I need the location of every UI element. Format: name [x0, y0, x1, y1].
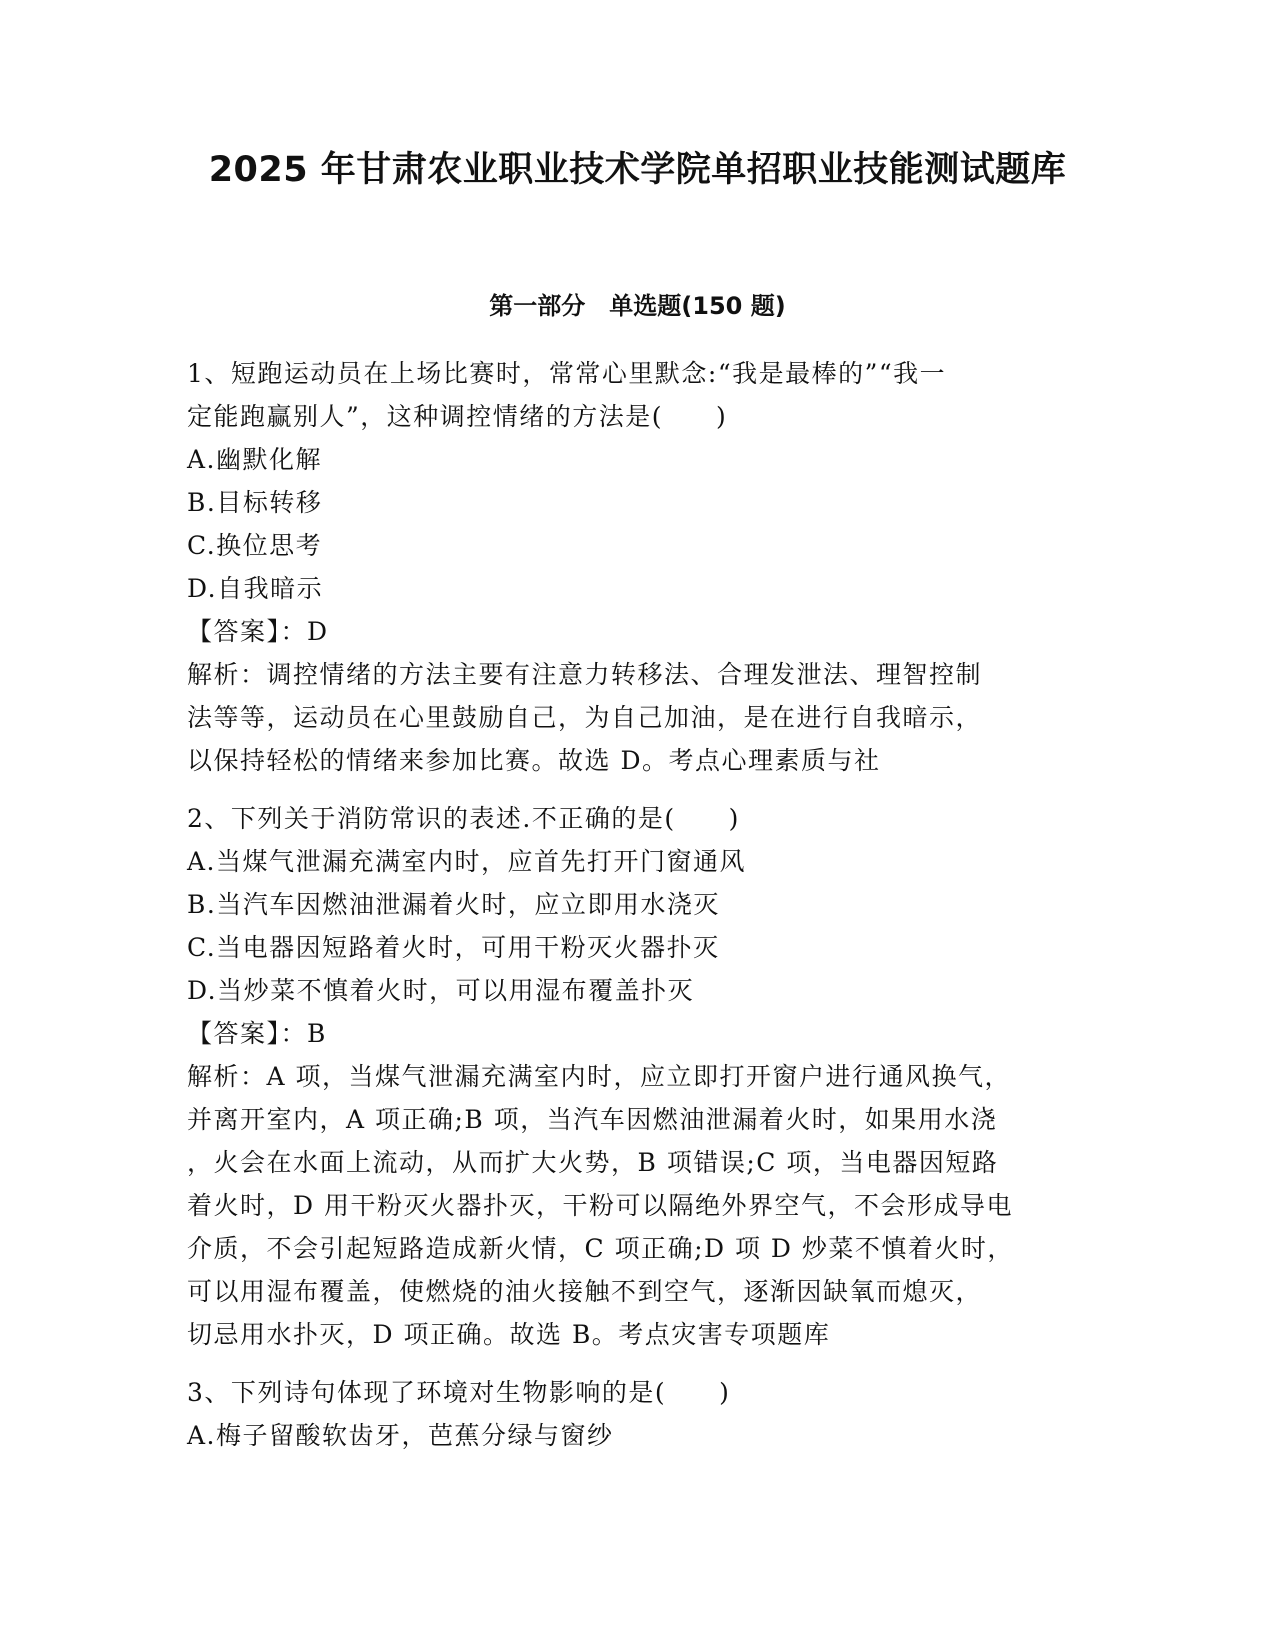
- question-list: [187, 352, 1087, 1457]
- analysis-line: 并离开室内，A 项正确;B 项，当汽车因燃油泄漏着火时，如果用水浇: [187, 1105, 998, 1134]
- option-d: D.自我暗示: [187, 574, 324, 603]
- document-title: 2025 年甘肃农业职业技术学院单招职业技能测试题库: [208, 150, 1067, 190]
- analysis-line: 解析：A 项，当煤气泄漏充满室内时，应立即打开窗户进行通风换气，: [187, 1062, 1012, 1091]
- question-2: [187, 797, 1087, 1356]
- answer-line: 【答案】：B: [187, 1019, 327, 1048]
- option-c: C.换位思考: [187, 531, 323, 560]
- question-stem-line: 1、短跑运动员在上场比赛时，常常心里默念:“我是最棒的”“我一: [187, 359, 947, 388]
- analysis-line: 切忌用水扑灭，D 项正确。故选 B。考点灾害专项题库: [187, 1320, 831, 1349]
- analysis-line: ，火会在水面上流动，从而扩大火势，B 项错误;C 项，当电器因短路: [187, 1148, 999, 1177]
- question-stem-line: 定能跑赢别人”，这种调控情绪的方法是( ): [187, 402, 728, 431]
- analysis-line: 着火时，D 用干粉灭火器扑灭，干粉可以隔绝外界空气，不会形成导电: [187, 1191, 1013, 1220]
- question-stem-line: 3、下列诗句体现了环境对生物影响的是( ): [187, 1378, 731, 1407]
- option-d: D.当炒菜不慎着火时，可以用湿布覆盖扑灭: [187, 976, 695, 1005]
- analysis-line: 介质，不会引起短路造成新火情，C 项正确;D 项 D 炒菜不慎着火时，: [187, 1234, 1014, 1263]
- analysis-line: 以保持轻松的情绪来参加比赛。故选 D。考点心理素质与社: [187, 746, 881, 775]
- section-title: 第一部分 单选题(150 题): [489, 292, 786, 320]
- analysis-line: 法等等，运动员在心里鼓励自己，为自己加油，是在进行自我暗示，: [187, 703, 983, 732]
- question-3: [187, 1371, 1087, 1457]
- option-a: A.当煤气泄漏充满室内时，应首先打开门窗通风: [187, 847, 747, 876]
- option-b: B.当汽车因燃油泄漏着火时，应立即用水浇灭: [187, 890, 720, 919]
- analysis-line: 可以用湿布覆盖，使燃烧的油火接触不到空气，逐渐因缺氧而熄灭，: [187, 1277, 983, 1306]
- answer-line: 【答案】：D: [187, 617, 329, 646]
- question-stem-line: 2、下列关于消防常识的表述.不正确的是( ): [187, 804, 740, 833]
- question-1: [187, 352, 1087, 782]
- option-b: B.目标转移: [187, 488, 323, 517]
- analysis-line: 解析：调控情绪的方法主要有注意力转移法、合理发泄法、理智控制: [187, 660, 983, 689]
- option-c: C.当电器因短路着火时，可用干粉灭火器扑灭: [187, 933, 720, 962]
- option-a: A.幽默化解: [187, 445, 323, 474]
- option-a: A.梅子留酸软齿牙，芭蕉分绿与窗纱: [187, 1421, 614, 1450]
